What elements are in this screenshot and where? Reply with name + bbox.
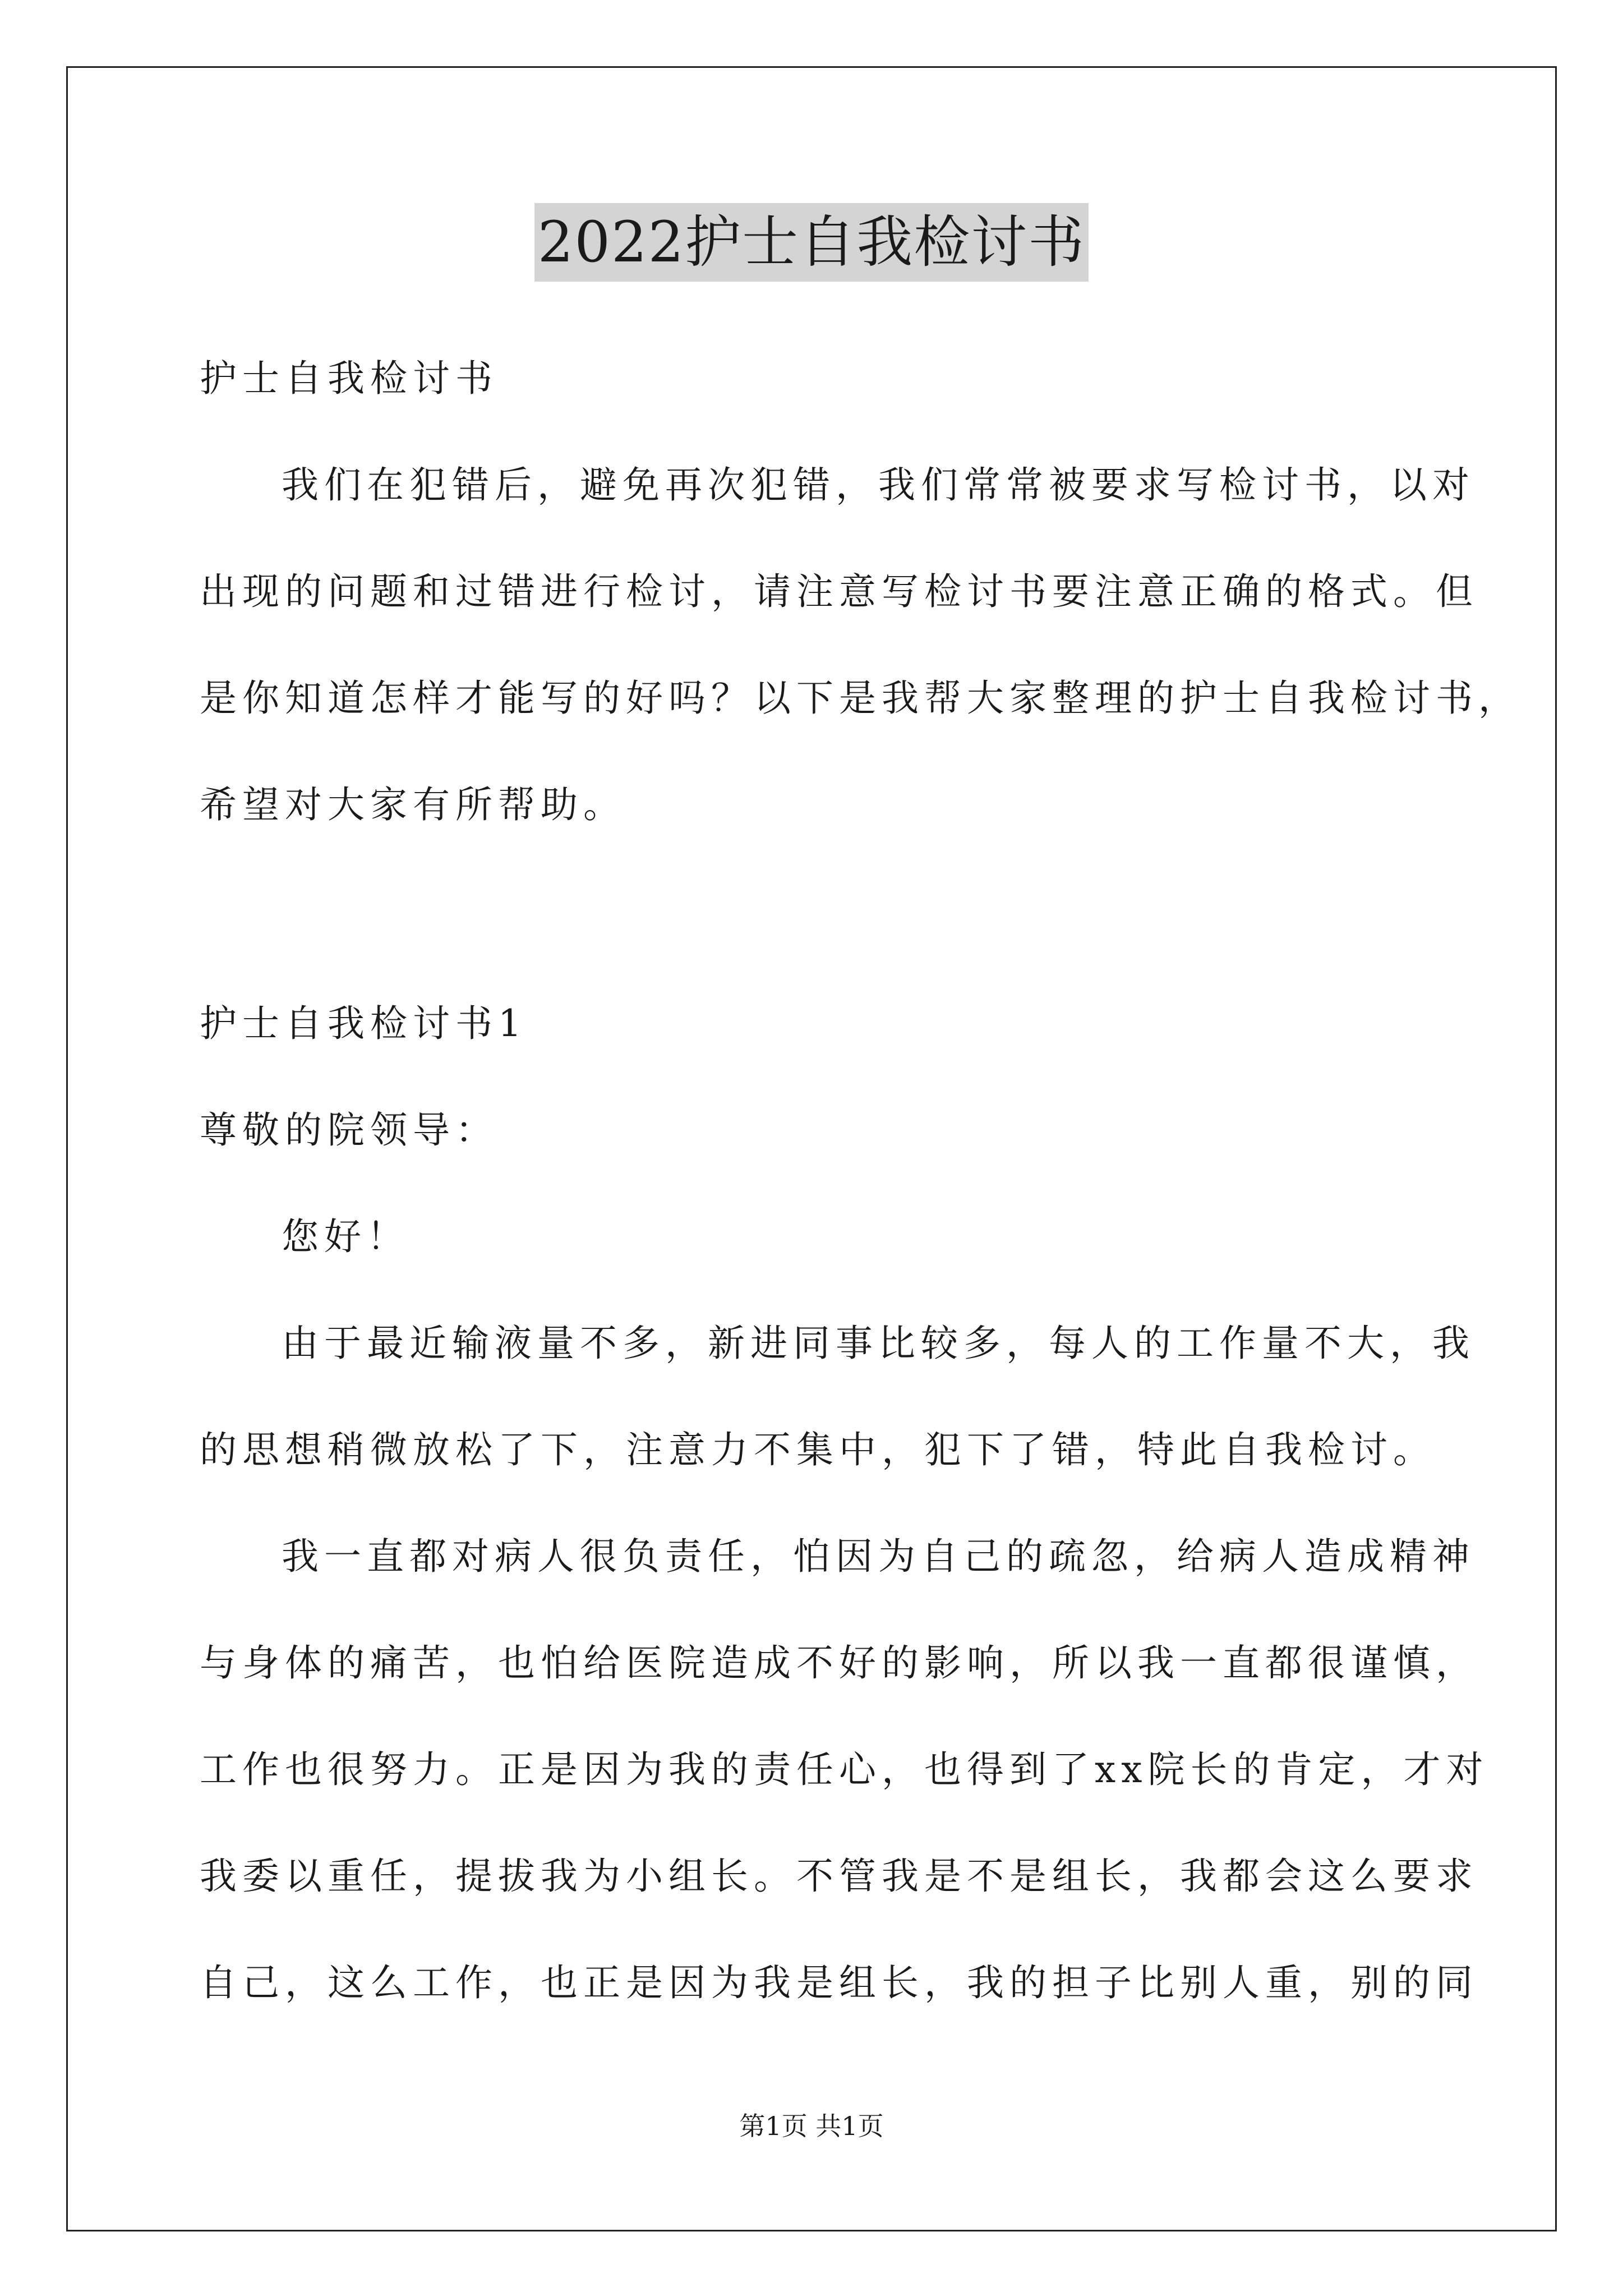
paragraph-line: 是你知道怎样才能写的好吗？以下是我帮大家整理的护士自我检讨书， bbox=[200, 677, 1521, 720]
paragraph-line: 我委以重任，提拔我为小组长。不管我是不是组长，我都会这么要求 bbox=[200, 1855, 1478, 1898]
paragraph-line: 我一直都对病人很负责任，怕因为自己的疏忽，给病人造成精神 bbox=[282, 1535, 1475, 1578]
section-heading: 护士自我检讨书 bbox=[200, 357, 498, 400]
paragraph-line: 出现的问题和过错进行检讨，请注意写检讨书要注意正确的格式。但 bbox=[200, 570, 1478, 613]
paragraph-line: 的思想稍微放松了下，注意力不集中，犯下了错，特此自我检讨。 bbox=[200, 1428, 1436, 1471]
paragraph-line: 与身体的痛苦，也怕给医院造成不好的影响，所以我一直都很谨慎， bbox=[200, 1641, 1478, 1685]
paragraph-line: 自己，这么工作，也正是因为我是组长，我的担子比别人重，别的同 bbox=[200, 1961, 1478, 2004]
section-heading: 护士自我检讨书1 bbox=[200, 1002, 527, 1045]
page-footer: 第1页 共1页 bbox=[739, 2111, 884, 2141]
document-title: 2022护士自我检讨书 bbox=[534, 203, 1089, 282]
title-container bbox=[0, 203, 1623, 282]
paragraph-line: 我们在犯错后，避免再次犯错，我们常常被要求写检讨书，以对 bbox=[282, 463, 1475, 507]
salutation: 尊敬的院领导： bbox=[200, 1108, 498, 1152]
paragraph-line: 工作也很努力。正是因为我的责任心，也得到了xx院长的肯定，才对 bbox=[200, 1748, 1489, 1791]
paragraph-line: 希望对大家有所帮助。 bbox=[200, 783, 626, 826]
paragraph-line: 由于最近输液量不多，新进同事比较多，每人的工作量不大，我 bbox=[282, 1322, 1475, 1365]
greeting: 您好！ bbox=[282, 1215, 409, 1258]
